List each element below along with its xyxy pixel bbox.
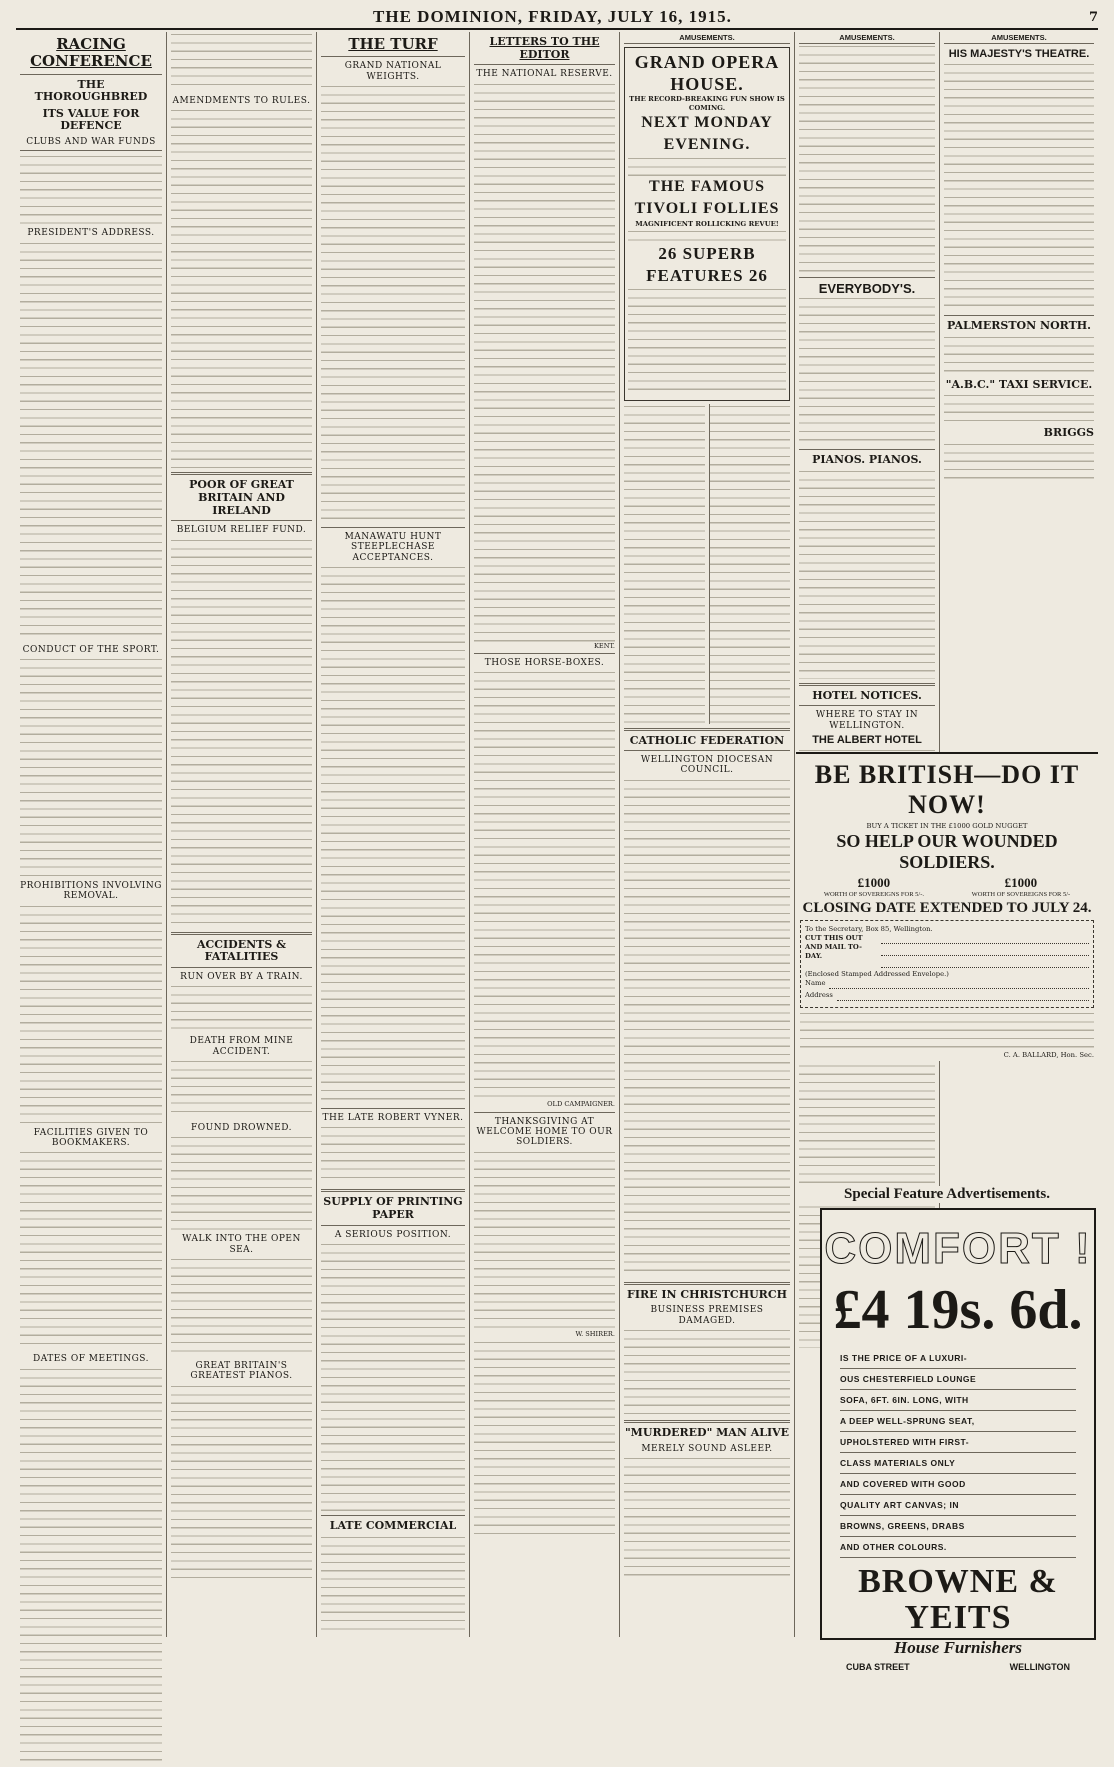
headline-murdered-man: "MURDERED" MAN ALIVE: [624, 1426, 790, 1440]
ad-palmerston-north: PALMERSTON NORTH.: [946, 319, 1092, 332]
subhead-grand-national: GRAND NATIONAL WEIGHTS.: [344, 61, 442, 82]
ad-tivoli: THE FAMOUS TIVOLI FOLLIES: [634, 178, 780, 217]
coupon-body: [805, 934, 1089, 970]
ad-help-soldiers: SO HELP OUR WOUNDED SOLDIERS.: [836, 830, 1058, 872]
ad-his-majestys: HIS MAJESTY'S THEATRE.: [948, 48, 1090, 60]
article-text: [20, 904, 162, 1124]
ad-city: WELLINGTON: [1009, 1662, 1070, 1672]
ad-be-british: BE BRITISH—DO IT NOW!: [814, 760, 1080, 819]
letter-signature: KENT.: [593, 641, 615, 650]
coupon-enclosed: (Enclosed Stamped Addressed Envelope.): [805, 969, 949, 978]
article-text: [474, 1150, 615, 1330]
article-text: [321, 84, 465, 524]
article-text: [171, 1059, 312, 1119]
column-two: [166, 32, 316, 1637]
feature-heading: Special Feature Advertisements.: [796, 1186, 1098, 1203]
ad-text: [944, 335, 1094, 375]
subhead-dates: DATES OF MEETINGS.: [33, 1354, 149, 1365]
ad-albert-hotel: THE ALBERT HOTEL: [812, 733, 922, 746]
article-text: [171, 108, 312, 468]
section-amusements: AMUSEMENTS.: [799, 32, 935, 44]
ad-everybodys: EVERYBODY'S.: [818, 281, 916, 296]
subhead-conduct: CONDUCT OF THE SPORT.: [22, 644, 160, 655]
article-text: [20, 241, 162, 641]
ad-description-line: QUALITY ART CANVAS; IN: [840, 1495, 1076, 1516]
ad-buy-ticket: BUY A TICKET IN THE £1000 GOLD NUGGET: [866, 822, 1028, 830]
coupon-name-label: Name: [805, 978, 826, 987]
ad-text: [628, 229, 786, 243]
subhead-thanksgiving: THANKSGIVING AT WELCOME HOME TO OUR SOLDIERS.: [476, 1116, 613, 1148]
headline-poor-britain: POOR OF GREAT BRITAIN AND IRELAND: [189, 478, 294, 517]
subhead-thoroughbred: THE THOROUGHBRED: [34, 77, 148, 104]
ad-briggs: BRIGGS: [1043, 426, 1094, 440]
headline-catholic: CATHOLIC FEDERATION: [629, 733, 785, 747]
subhead-horse-boxes: THOSE HORSE-BOXES.: [484, 657, 605, 668]
ad-prizes: [800, 875, 1094, 898]
ad-fun-show: THE RECORD-BREAKING FUN SHOW IS COMING.: [629, 95, 785, 112]
subhead-president: PRESIDENT'S ADDRESS.: [27, 228, 155, 239]
subhead-diocesan-council: WELLINGTON DIOCESAN COUNCIL.: [640, 755, 774, 776]
ad-text: [944, 442, 1094, 482]
column-letters: [469, 32, 619, 1637]
ad-text: [624, 404, 705, 724]
ad-gold-nugget: [796, 752, 1098, 1061]
masthead: [16, 6, 1098, 30]
article-text: [20, 154, 162, 224]
headline-hotel-notices: HOTEL NOTICES.: [812, 688, 922, 702]
page-number: 7: [1088, 9, 1098, 25]
coupon-line: [881, 958, 1089, 968]
ad-address: [846, 1662, 1070, 1672]
subhead-pianos: GREAT BRITAIN'S GREATEST PIANOS.: [190, 1360, 293, 1382]
article-text: [624, 1456, 790, 1576]
article-text: [474, 82, 615, 642]
article-text: [321, 565, 465, 1105]
headline-letters: LETTERS TO THE EDITOR: [489, 35, 600, 61]
headline-printing-paper: SUPPLY OF PRINTING PAPER: [323, 1195, 463, 1221]
coupon-lines: [881, 934, 1089, 970]
subhead-clubs-war-funds: CLUBS AND WAR FUNDS: [26, 137, 156, 148]
ad-description: [840, 1348, 1076, 1558]
subhead-asleep: MERELY SOUND ASLEEP.: [641, 1443, 773, 1454]
subhead-prohibitions: PROHIBITIONS INVOLVING REMOVAL.: [20, 881, 162, 902]
headline-late-commercial: LATE COMMERCIAL: [329, 1518, 457, 1532]
ad-description-line: CLASS MATERIALS ONLY: [840, 1453, 1076, 1474]
ad-tivoli-follies: [624, 47, 790, 401]
ad-text: [800, 1011, 1094, 1051]
ad-description-line: A DEEP WELL-SPRUNG SEAT,: [840, 1411, 1076, 1432]
ad-firm-sub: House Furnishers: [893, 1638, 1023, 1657]
ad-description-line: AND OTHER COLOURS.: [840, 1537, 1076, 1558]
ad-text: [799, 296, 935, 446]
ad-text: [799, 44, 935, 274]
ad-pianos: PIANOS. PIANOS.: [812, 453, 922, 466]
ad-text: [799, 469, 935, 679]
ad-revue: MAGNIFICENT ROLLICKING REVUE!: [635, 220, 779, 228]
subhead-where-to-stay: WHERE TO STAY IN WELLINGTON.: [815, 710, 919, 731]
article-text: [171, 1257, 312, 1357]
ad-browne-yeits: [820, 1208, 1096, 1672]
ad-text: [628, 287, 786, 397]
subhead-train: RUN OVER BY A TRAIN.: [180, 971, 303, 982]
ad-grand-opera: GRAND OPERA HOUSE.: [634, 52, 780, 94]
masthead-title: THE DOMINION, FRIDAY, JULY 16, 1915.: [373, 7, 732, 26]
coupon-to: To the Secretary, Box 85, Wellington.: [805, 924, 933, 933]
ad-superb-features: 26 SUPERB FEATURES 26: [646, 243, 768, 285]
article-text: [321, 1242, 465, 1512]
article-text: [171, 984, 312, 1032]
article-text: [624, 1328, 790, 1416]
subhead-robert-vyner: THE LATE ROBERT VYNER.: [322, 1112, 464, 1123]
article-text: [474, 1340, 615, 1540]
subhead-business-premises: BUSINESS PREMISES DAMAGED.: [650, 1305, 764, 1326]
article-text: [474, 670, 615, 1100]
article-text: [321, 1535, 465, 1635]
article-text: [171, 538, 312, 928]
column-racing-conference: [16, 32, 166, 1637]
letter-signature: W. SHIRER.: [575, 1329, 615, 1338]
ad-description-line: BROWNS, GREENS, DRABS: [840, 1516, 1076, 1537]
ad-description-line: OUS CHESTERFIELD LOUNGE: [840, 1369, 1076, 1390]
article-text: [20, 657, 162, 877]
ad-description-line: IS THE PRICE OF A LUXURI-: [840, 1348, 1076, 1369]
coupon-cut: CUT THIS OUT AND MAIL TO-DAY.: [805, 933, 863, 960]
subhead-bookmakers: FACILITIES GIVEN TO BOOKMAKERS.: [33, 1127, 149, 1149]
ad-closing-date: CLOSING DATE EXTENDED TO JULY 24.: [802, 899, 1092, 916]
ad-taxi: "A.B.C." TAXI SERVICE.: [945, 377, 1093, 391]
ad-description-line: AND COVERED WITH GOOD: [840, 1474, 1076, 1495]
ad-firm-name: BROWNE & YEITS: [858, 1563, 1058, 1636]
prize-one: £1000 WORTH OF SOVEREIGNS FOR 5/-.: [823, 874, 924, 898]
article-text: [20, 1150, 162, 1350]
headline-accidents: ACCIDENTS & FATALITIES: [196, 937, 287, 964]
ad-street: CUBA STREET: [846, 1662, 910, 1672]
article-text: [624, 778, 790, 1278]
ad-text: [944, 62, 1094, 312]
subhead-amendments: AMENDMENTS TO RULES.: [172, 96, 311, 106]
ad-text: [628, 156, 786, 176]
subhead-drowned: FOUND DROWNED.: [191, 1122, 292, 1133]
ad-comfort: COMFORT !: [824, 1224, 1092, 1273]
article-text: [20, 1367, 162, 1767]
ad-price: £4 19s. 6d.: [833, 1279, 1083, 1341]
headline-turf: THE TURF: [348, 35, 438, 53]
article-text: [171, 1384, 312, 1584]
prize-two: £1000 WORTH OF SOVEREIGNS FOR 5/-: [971, 874, 1071, 898]
column-amusements: [619, 32, 794, 1637]
headline-racing-conference: RACING CONFERENCE: [30, 35, 152, 71]
subhead-value-defence: ITS VALUE FOR DEFENCE: [42, 106, 140, 133]
ad-text: [709, 404, 791, 724]
ad-next-monday: NEXT MONDAY EVENING.: [641, 114, 773, 153]
subhead-mine: DEATH FROM MINE ACCIDENT.: [189, 1036, 294, 1057]
subhead-serious-position: A SERIOUS POSITION.: [334, 1229, 452, 1240]
ad-row: [624, 404, 790, 724]
subhead-open-sea: WALK INTO THE OPEN SEA.: [182, 1234, 301, 1255]
coupon-line: [881, 946, 1089, 956]
coupon-address-label: Address: [805, 990, 833, 999]
subhead-manawatu: MANAWATU HUNT STEEPLECHASE ACCEPTANCES.: [344, 531, 442, 563]
ad-description-line: SOFA, 6FT. 6IN. LONG, WITH: [840, 1390, 1076, 1411]
section-amusements: AMUSEMENTS.: [944, 32, 1094, 44]
letter-signature: OLD CAMPAIGNER.: [547, 1100, 615, 1109]
coupon-name-row: [805, 979, 1089, 991]
coupon-line: [881, 934, 1089, 944]
column-turf: [316, 32, 469, 1637]
ad-description-line: UPHOLSTERED WITH FIRST-: [840, 1432, 1076, 1453]
headline-fire: FIRE IN CHRISTCHURCH: [627, 1287, 787, 1301]
coupon-address-row: [805, 991, 1089, 1003]
ad-secretary: C. A. BALLARD, Hon. Sec.: [1003, 1050, 1094, 1059]
article-text: [171, 1135, 312, 1230]
ad-text: [944, 393, 1094, 423]
section-amusements: AMUSEMENTS.: [624, 32, 790, 44]
article-text: [321, 1125, 465, 1185]
subhead-national-reserve: THE NATIONAL RESERVE.: [476, 69, 613, 80]
ad-coupon: [800, 920, 1094, 1008]
subhead-belgium-relief: BELGIUM RELIEF FUND.: [176, 525, 307, 536]
article-text: [171, 32, 312, 92]
